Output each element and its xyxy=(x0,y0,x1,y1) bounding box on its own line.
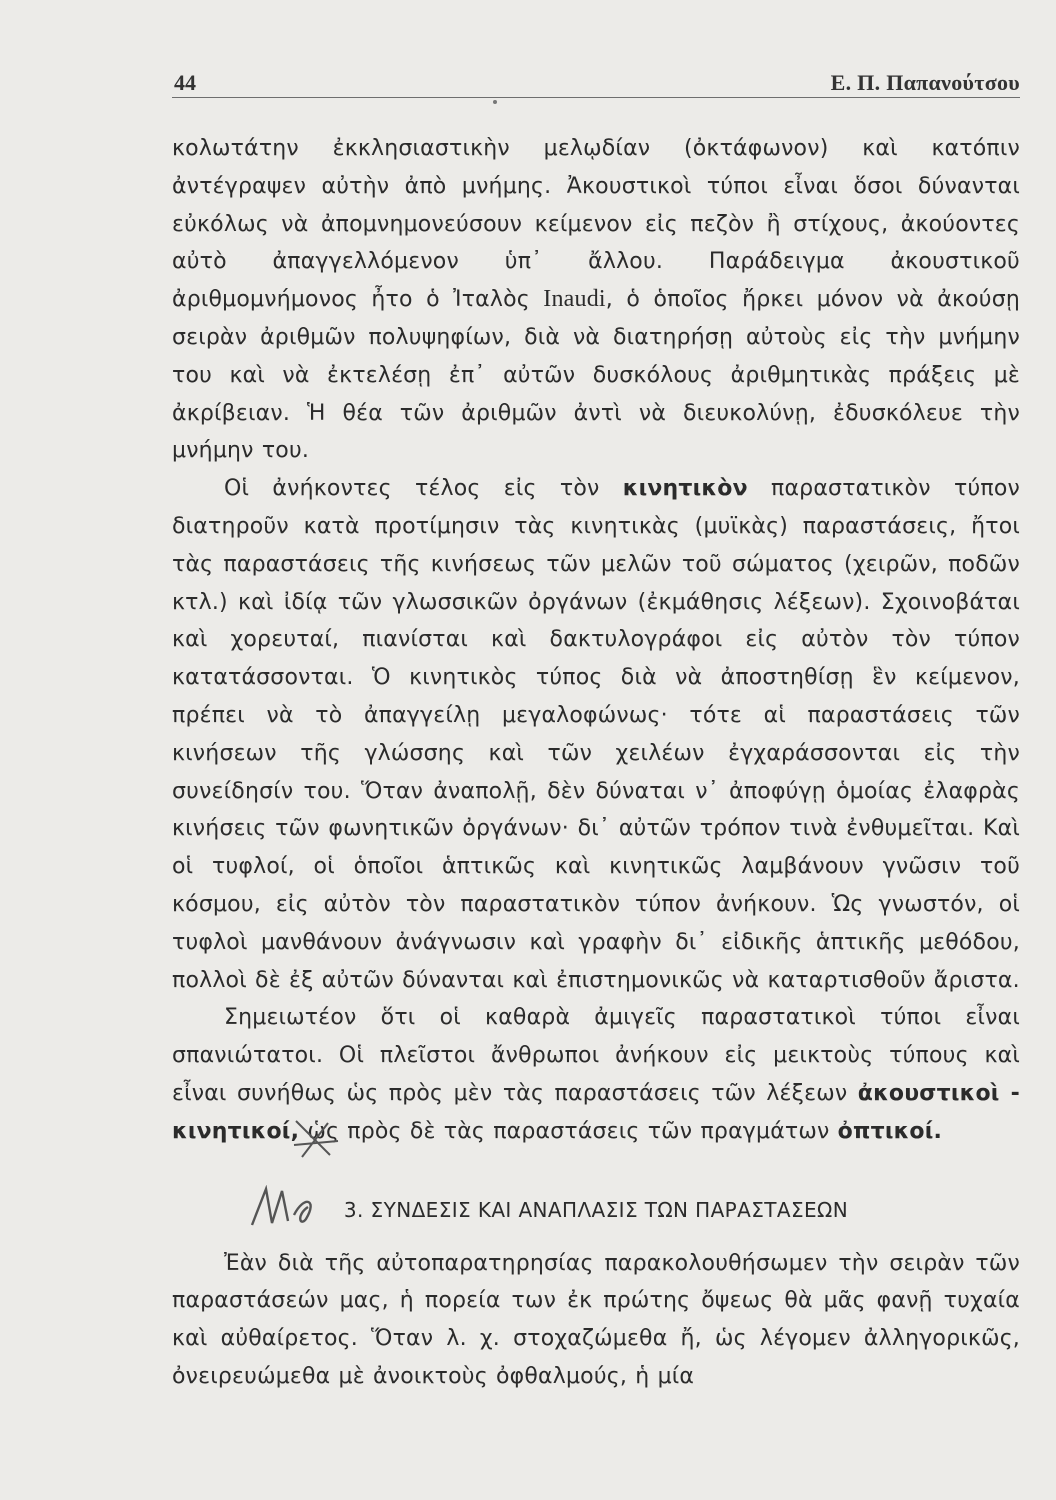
paragraph-3: Σημειωτέον ὅτι οἱ καθαρὰ ἀμιγεῖς παραστατικοὶ τύποι εἶναι σπανιώτατοι. Οἱ πλεῖστοι ἄνθρωποι ἀνήκουν εἰς μεικτοὺς τύπους καὶ εἶναι συνήθως ὡς πρὸς μὲν τὰς παραστάσεις τῶν λέξεων ἀκουστικοὶ - κινητικοί, ὡς πρὸς δὲ τὰς παραστάσεις τῶν πραγμάτων ὀπτικοί. xyxy=(172,1005,1020,1144)
paragraph-2: Οἱ ἀνήκοντες τέλος εἰς τὸν κινητικὸν παραστατικὸν τύπον διατηροῦν κατὰ προτίμησιν τὰς κινητικὰς (μυϊκὰς) παραστάσεις, ἤτοι τὰς παραστάσεις τῆς κινήσεως τῶν μελῶν τοῦ σώματος (χειρῶν, ποδῶν κτλ.) καὶ ἰδίᾳ τῶν γλωσσικῶν ὀργάνων (ἐκμάθησις λέξεων). Σχοινοβάται καὶ χορευταί, πιανίσται καὶ δακτυλογράφοι εἰς αὐτὸν τὸν τύπον κατατάσσονται. Ὁ κινητικὸς τύπος διὰ νὰ ἀποστηθίσῃ ἓν κείμενον, πρέπει νὰ τὸ ἀπαγγείλῃ μεγαλοφώνως· τότε αἱ παραστάσεις τῶν κινήσεων τῆς γλώσσης καὶ τῶν χειλέων ἐγχαράσσονται εἰς τὴν συνείδησίν του. Ὅταν ἀναπολῇ, δὲν δύναται ν᾽ ἀποφύγῃ ὁμοίας ἐλαφρὰς κινήσεις τῶν φωνητικῶν ὀργάνων· δι᾽ αὐτῶν τρόπον τινὰ ἐνθυμεῖται. Καὶ οἱ τυφλοί, οἱ ὁποῖοι ἁπτικῶς καὶ κινητικῶς λαμβάνουν γνῶσιν τοῦ κόσμου, εἰς αὐτὸν τὸν παραστατικὸν τύπον ἀνήκουν. Ὡς γνωστόν, οἱ τυφλοὶ μανθάνουν ἀνάγνωσιν καὶ γραφὴν δι᾽ εἰδικῆς ἁπτικῆς μεθόδου, πολλοὶ δὲ ἐξ αὐτῶν δύνανται καὶ ἐπιστημονικῶς νὰ καταρτισθοῦν ἄριστα. xyxy=(172,476,1020,993)
name-inaudi: Inaudi xyxy=(543,286,606,313)
paragraph-4: Ἐὰν διὰ τῆς αὐτοπαρατηρησίας παρακολουθήσωμεν τὴν σειρὰν τῶν παραστάσεών μας, ἡ πορεία των ἐκ πρώτης ὄψεως θὰ μᾶς φανῇ τυχαία καὶ αὐθαίρετος. Ὅταν λ. χ. στοχαζώμεθα ἤ, ὡς λέγομεν ἀλληγορικῶς, ὀνειρευώμεθα μὲ ἀνοικτοὺς ὀφθαλμούς, ἡ μία xyxy=(172,1250,1020,1389)
header-rule xyxy=(172,97,1020,98)
emphasis-kinetikon: κινητικὸν xyxy=(622,476,748,502)
paragraph-1: κολωτάτην ἐκκλησιαστικὴν μελῳδίαν (ὀκτάφωνον) καὶ κατόπιν ἀντέγραψεν αὐτὴν ἀπὸ μνήμης. Ἀκουστικοὶ τύποι εἶναι ὅσοι δύνανται εὐκόλως νὰ ἀπομνημονεύσουν κείμενον εἰς πεζὸν ἢ στίχους, ἀκούοντες αὐτὸ ἀπαγγελλόμενον ὑπ᾽ ἄλλου. Παράδειγμα ἀκουστικοῦ ἀριθμομνήμονος ἦτο ὁ Ἰταλὸς Inaudi, ὁ ὁποῖος ἤρκει μόνον νὰ ἀκούσῃ σειρὰν ἀριθμῶν πολυψηφίων, διὰ νὰ διατηρήσῃ αὐτοὺς εἰς τὴν μνήμην του καὶ νὰ ἐκτελέσῃ ἐπ᾽ αὐτῶν δυσκόλους ἀριθμητικὰς πράξεις μὲ ἀκρίβειαν. Ἡ θέα τῶν ἀριθμῶν ἀντὶ νὰ διευκολύνῃ, ἐδυσκόλευε τὴν μνήμην του. xyxy=(172,136,1020,464)
ink-speck xyxy=(493,100,497,104)
pencil-scribble-icon xyxy=(248,1185,320,1231)
running-head-author: Ε. Π. Παπανούτσου xyxy=(830,70,1020,95)
emphasis-akoustikoi-kinetikoi: ἀκουστικοὶ - κινητικοί, xyxy=(172,1080,1020,1144)
page-number: 44 xyxy=(174,70,196,95)
pencil-mark-icon xyxy=(290,1115,342,1163)
running-header xyxy=(172,70,1020,100)
emphasis-optikoi: ὀπτικοί. xyxy=(837,1118,943,1144)
section-heading: 3. ΣΥΝΔΕΣΙΣ ΚΑΙ ΑΝΑΠΛΑΣΙΣ ΤΩΝ ΠΑΡΑΣΤΑΣΕΩΝ xyxy=(343,1197,849,1222)
